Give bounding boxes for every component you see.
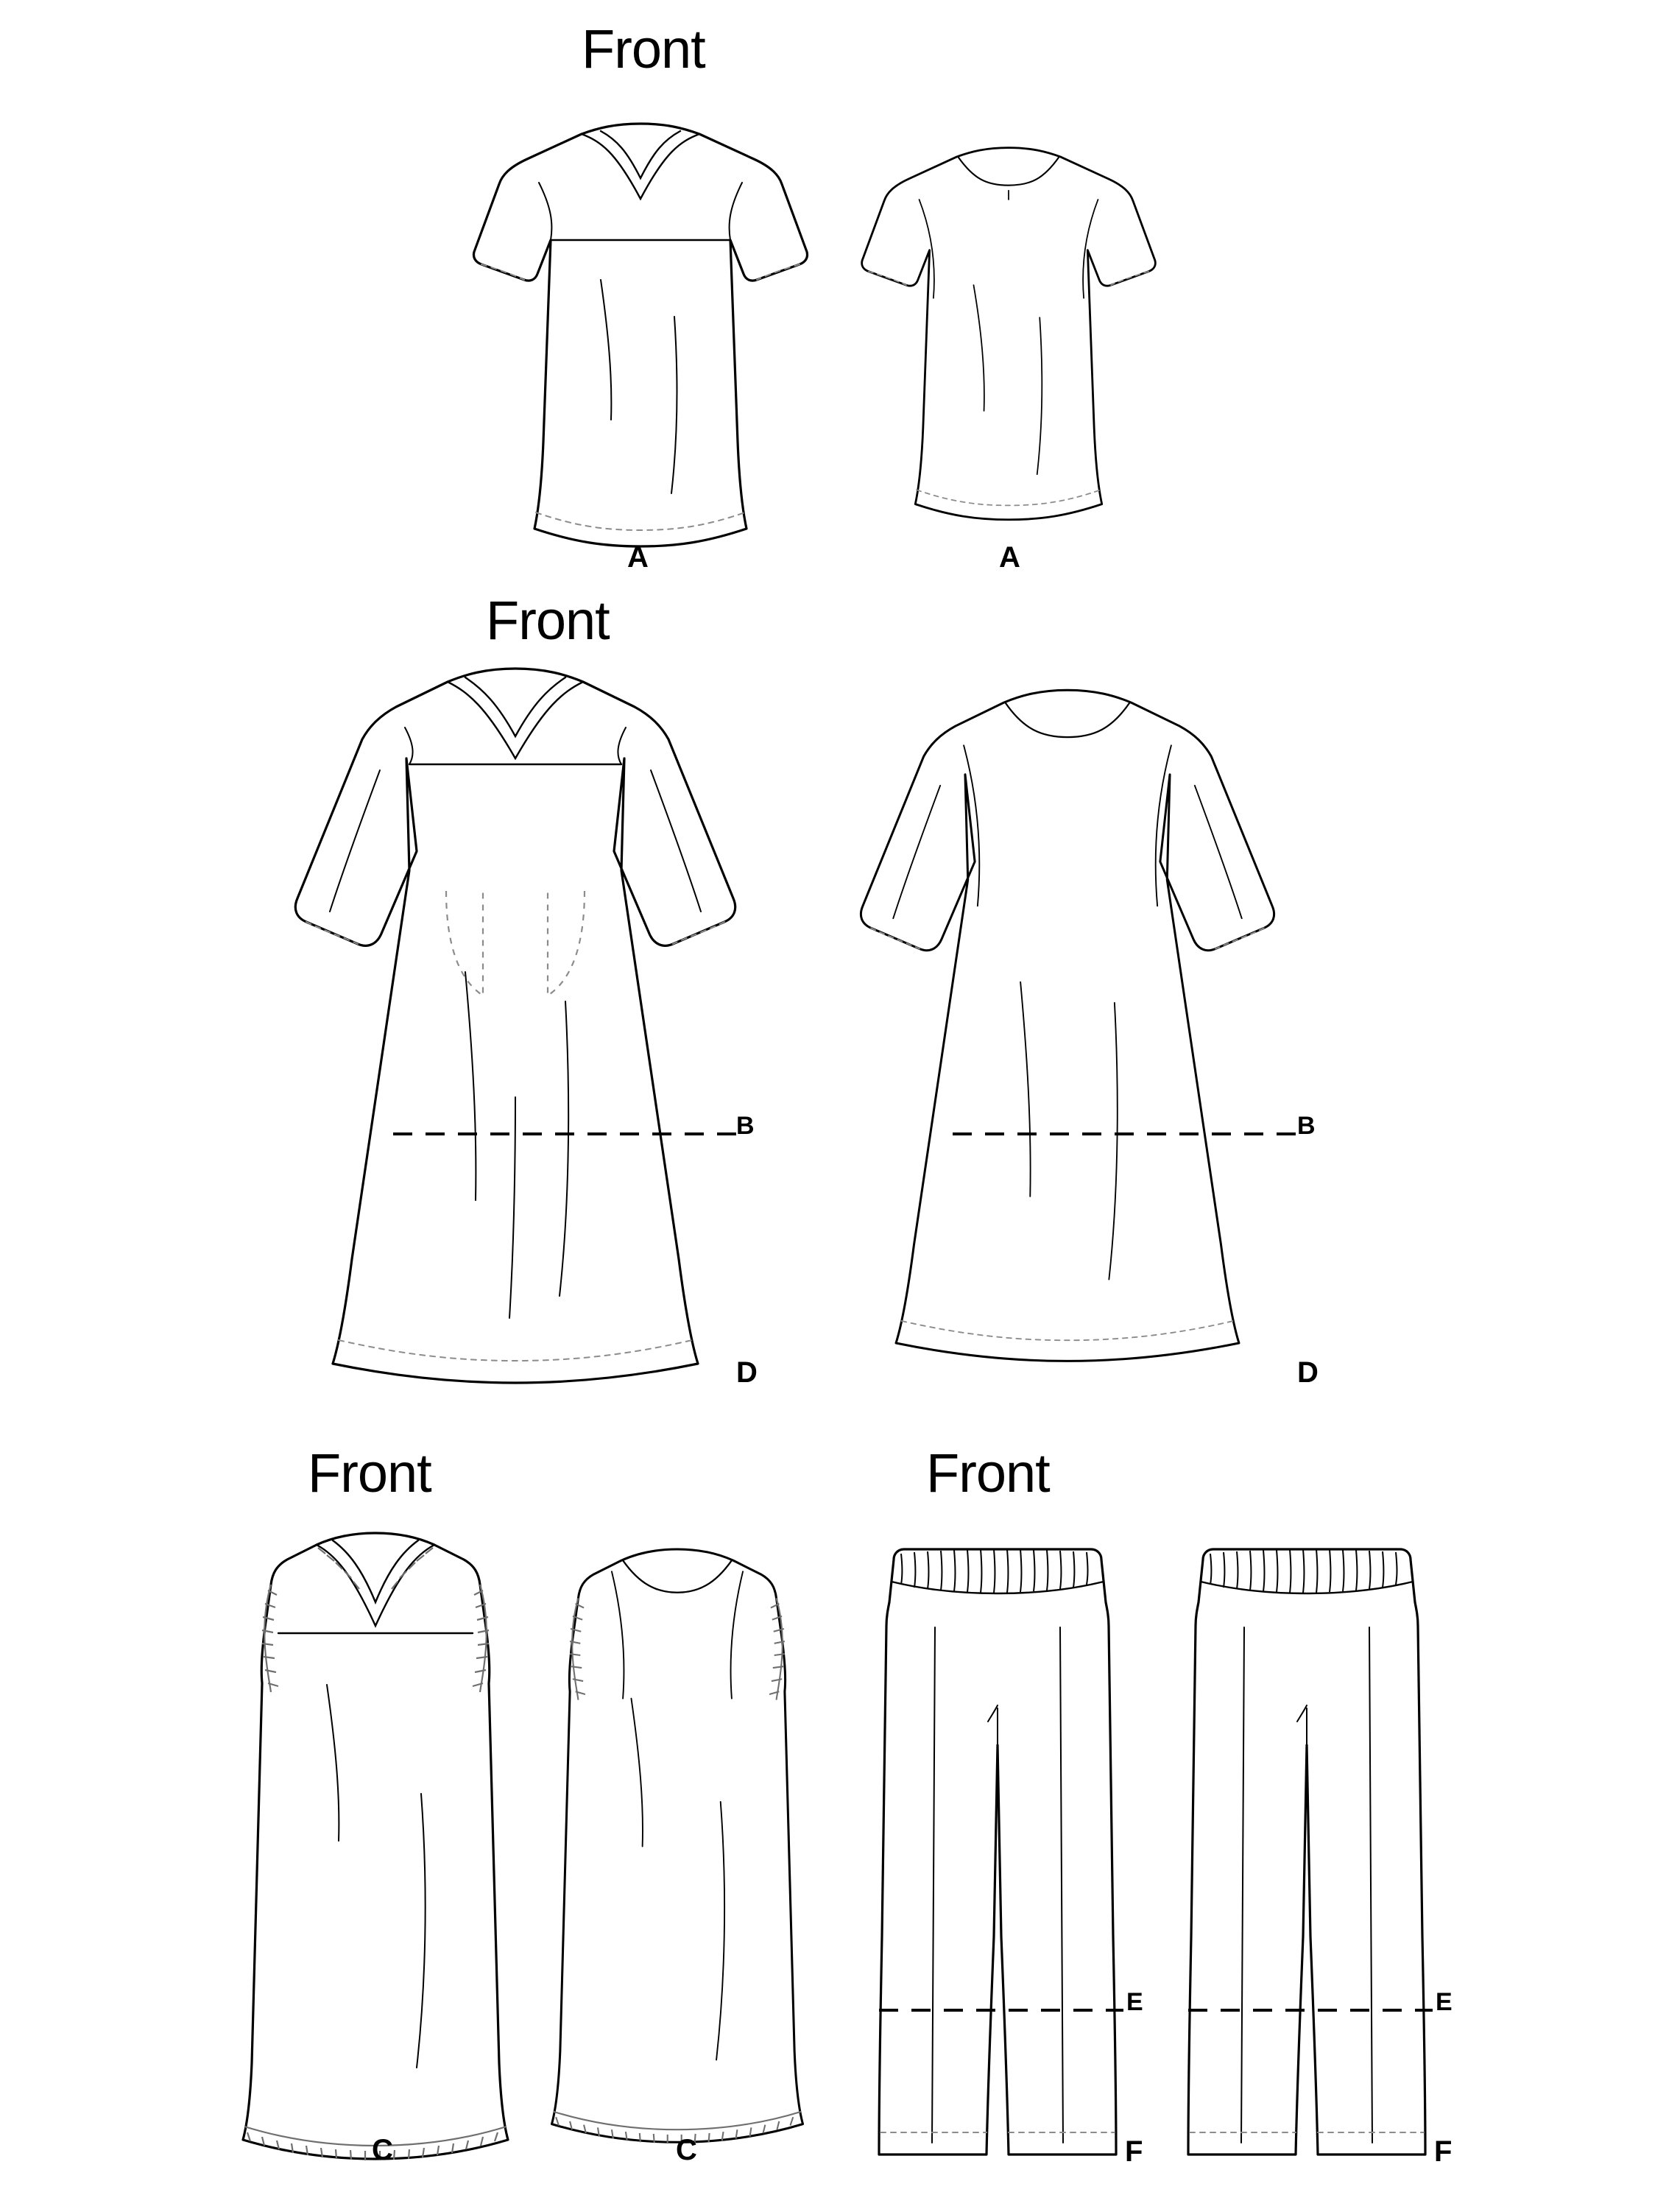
view-letter-c-back: C <box>676 2134 697 2166</box>
front-label-group-c: Front <box>308 1442 431 1504</box>
cut-line-letter-b-back: B <box>1297 1112 1316 1140</box>
view-letter-ef-front: F <box>1125 2135 1143 2168</box>
garment-ef-back <box>1185 1524 1428 2172</box>
view-letter-a-back: A <box>999 541 1020 574</box>
garment-bd-back <box>839 655 1296 1392</box>
cut-line-b-back <box>950 1123 1310 1145</box>
cut-line-letter-e-front: E <box>1126 1988 1143 2016</box>
cut-line-e-back <box>1185 1999 1436 2021</box>
front-label-group-bd: Front <box>486 590 610 651</box>
garment-a-back <box>847 96 1171 552</box>
view-letter-bd-back: D <box>1297 1356 1319 1389</box>
garment-c-front <box>236 1517 515 2165</box>
garment-bd-front <box>272 655 758 1392</box>
garment-c-back <box>545 1517 810 2165</box>
view-letter-ef-back: F <box>1434 2135 1453 2168</box>
cut-line-letter-e-back: E <box>1436 1988 1453 2016</box>
view-letter-bd-front: D <box>736 1356 758 1389</box>
cut-line-b-front <box>390 1123 751 1145</box>
cut-line-letter-b-front: B <box>736 1112 755 1140</box>
view-letter-a-front: A <box>627 541 649 574</box>
view-letter-c-front: C <box>372 2134 393 2166</box>
garment-a-front <box>456 96 825 552</box>
garment-ef-front <box>876 1524 1119 2172</box>
front-label-group-ef: Front <box>926 1442 1050 1504</box>
front-label-group-a: Front <box>582 18 705 80</box>
cut-line-e-front <box>876 1999 1126 2021</box>
